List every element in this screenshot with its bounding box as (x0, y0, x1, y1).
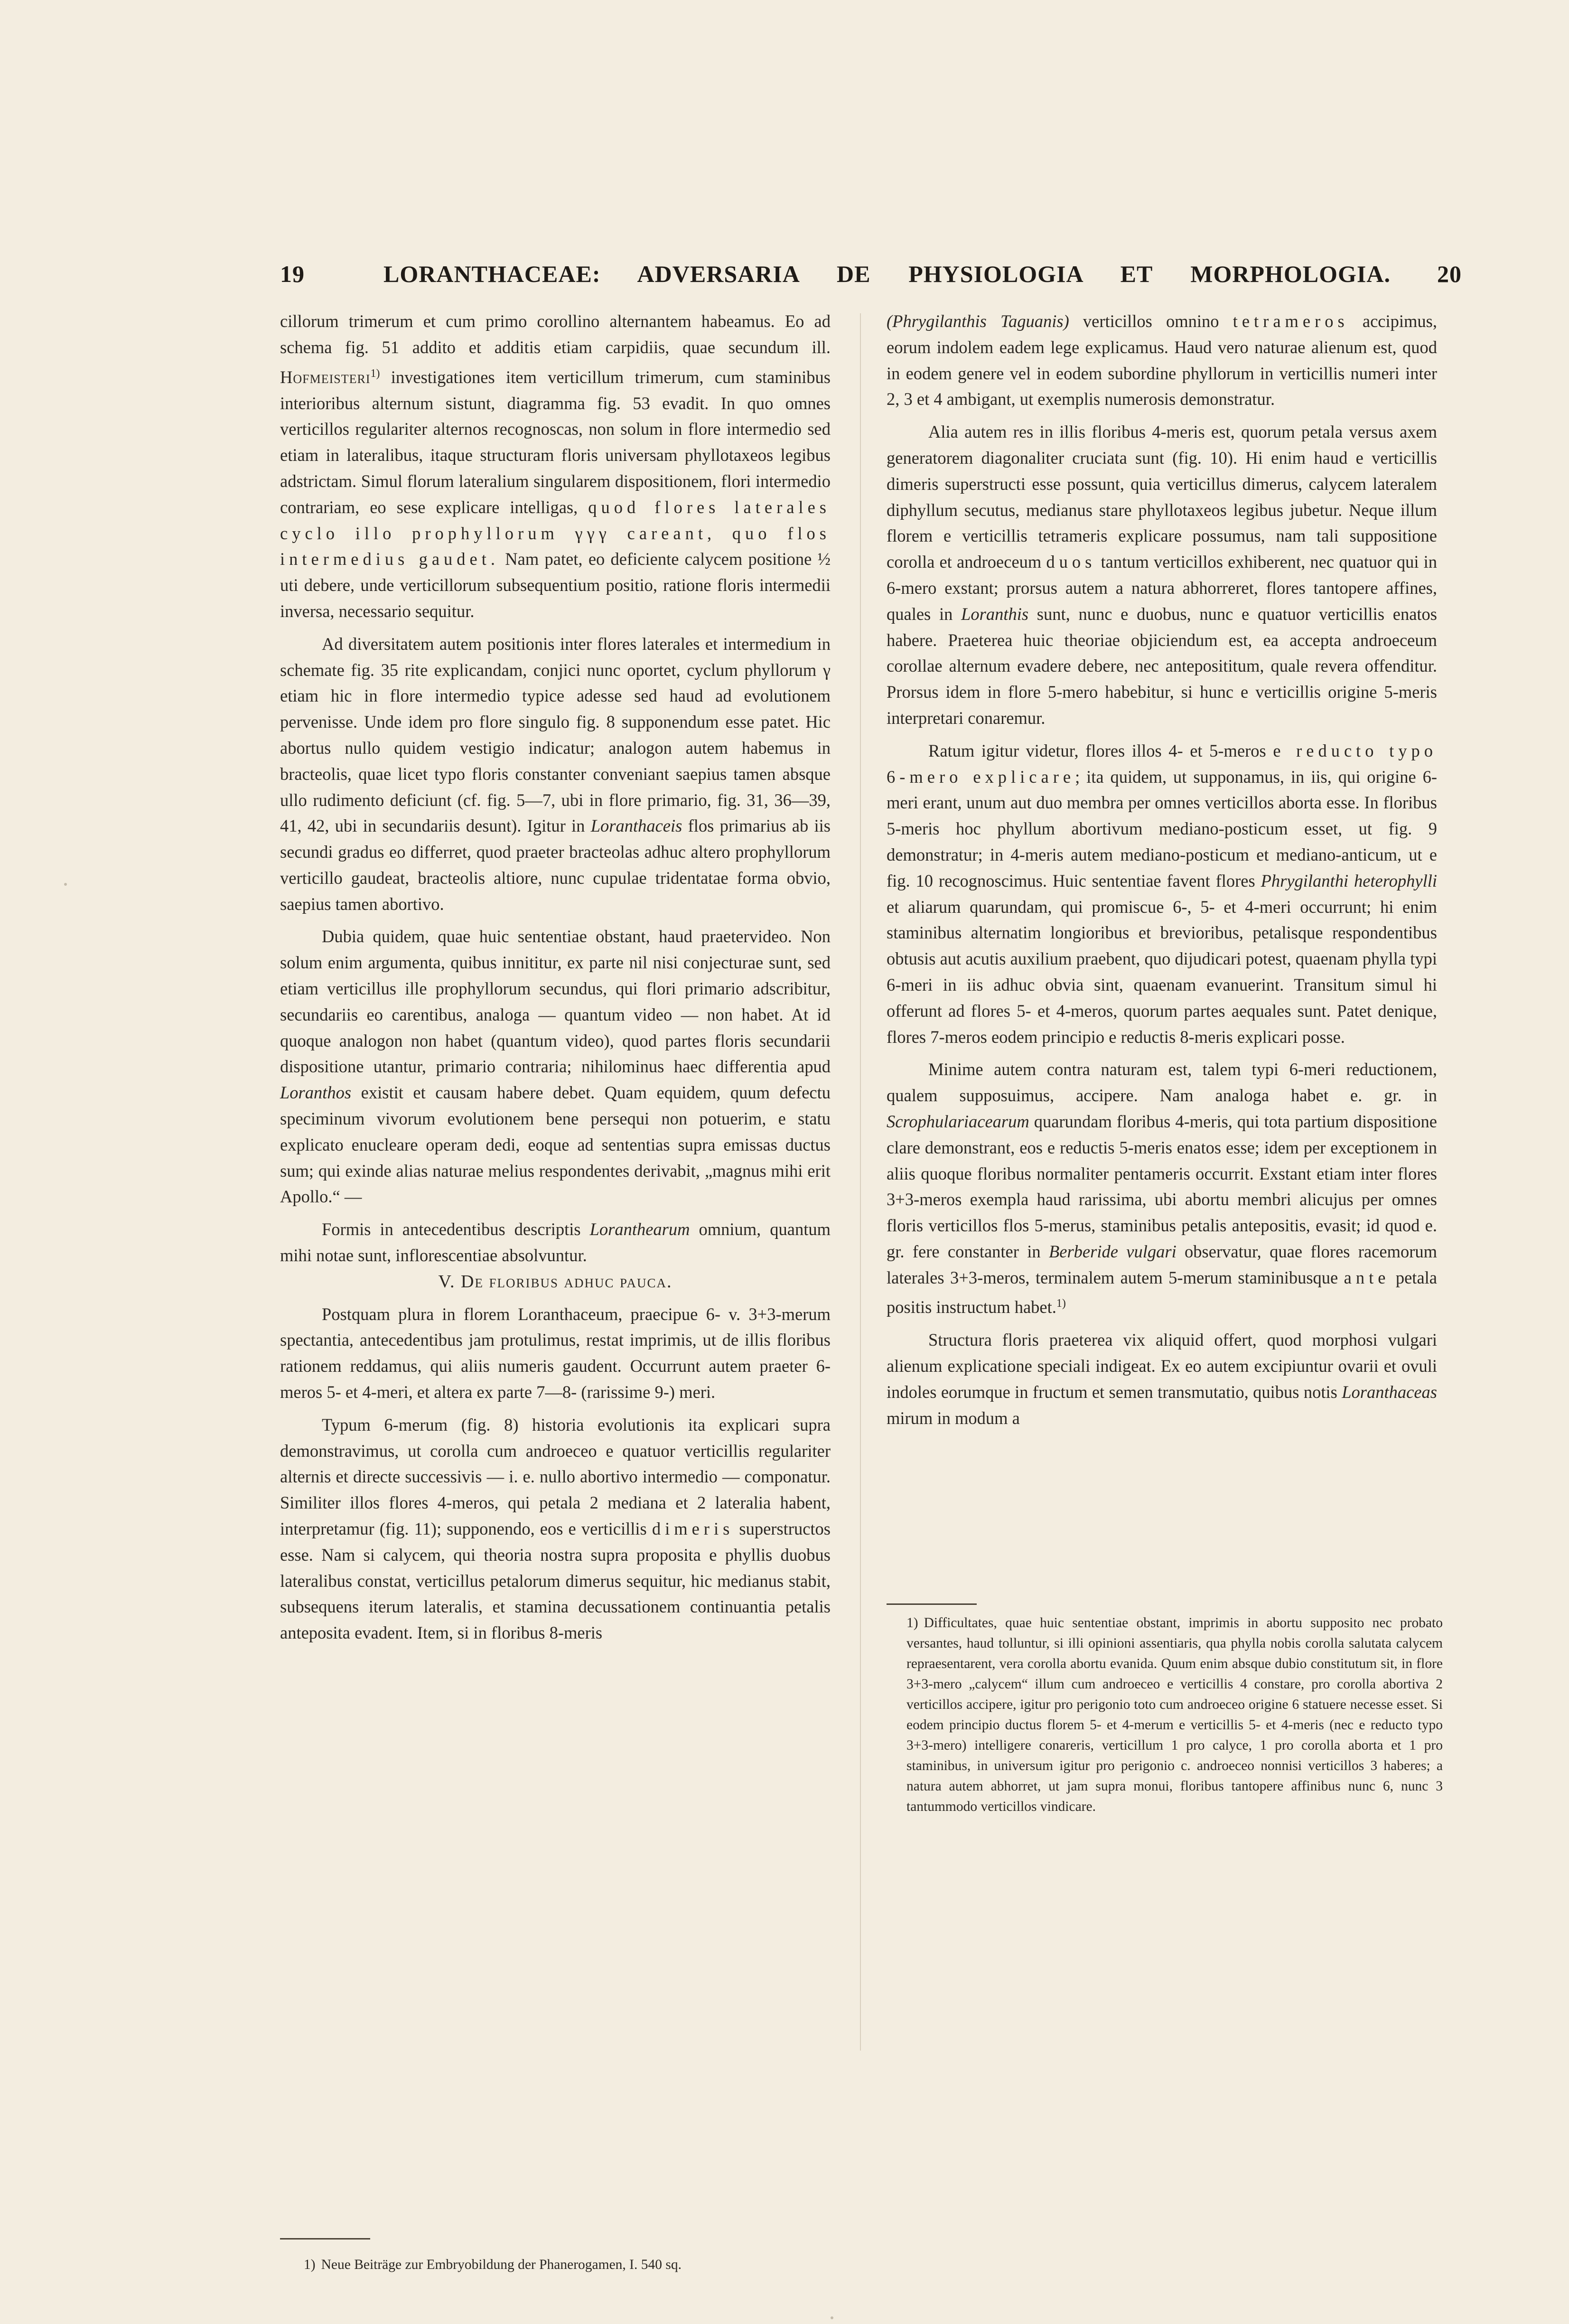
paragraph: Structura floris praeterea vix aliquid offert, quod morphosi vulgari alienum explicatione speciali indigeat. Ex eo autem excipiuntur ovarii et ovuli indoles eorumque in fructum et semen transmutatio, quibus notis Loranthaceas mirum in modum a (887, 1330, 1437, 1428)
footnote-rule (280, 2238, 370, 2240)
paragraph: Dubia quidem, quae huic sententiae obstant, haud praetervideo. Non solum enim argumenta, quibus innititur, ex parte nil nisi conjecturae sunt, sed etiam verticillus ille prophyllorum secundus, qui flori primario adscribitur, secundariis eo carentibus, analoga — quantum video — non habet. At id quoque analogon non habet (quantum video), quod partes floris secundarii dispositione utantur, primario contraria; nihilominus haec differentia apud Loranthos existit et causam habere debet. Quam equidem, quum defectu speciminum vivorum evolutionem bene persequi non potuerim, e statu explicato enucleare operam dedi, eoque ad sententias supra emissas ductus sum; qui exinde alias naturae melius respondentes derivabit, „magnus mihi erit Apollo.“ — (280, 927, 831, 1207)
paragraph: Ratum igitur videtur, flores illos 4- et 5-meros e reducto typo 6-mero explicare; ita quidem, ut supponamus, in iis, qui origine 6-meri erant, unum aut duo membra per omnes verticillos aborta esse. In floribus 5-meris hoc phyllum abortivum mediano-posticum esset, ut fig. 9 demonstratur; in 4-meris autem mediano-posticum et mediano-anticum, ut e fig. 10 recognoscimus. Huic sententiae favent flores Phrygilanthi heterophylli et aliarum quarundam, qui promiscue 6-, 5- et 4-meri occurrunt; hi enim staminibus alternatim longioribus et brevioribus, petalisque respondentibus obtusis aut acutis auxilium praebent, quo dijudicari potest, quaenam phylla typi 6-meri in iis adhuc obvia sint, quaenam evanuerint. Transitum simul hi offerunt ad flores 5- et 4-meros, quorum partes aequales sunt. Patet denique, flores 7-meros eodem principio e reductis 8-meris explicari posse. (887, 740, 1437, 1047)
paragraph: Minime autem contra naturam est, talem typi 6-meri reductionem, qualem supposuimus, accipere. Nam analoga habet e. gr. in Scrophulariacearum quarundam floribus 4-meris, qui tota partium dispositione clare demonstrant, eos e reductis 5-meris enatos esse; idem per exceptionem in aliis quoque floribus normaliter pentameris occurrit. Exstant etiam inter flores 3+3-meros exempla haud rarissima, ubi abortu membri alicujus per omnes floris verticillos flos 5-merus, staminibus petalis antepositis, evasit; id quod e. gr. fere constanter in Berberide vulgari observatur, quae flores racemorum laterales 3+3-meros, terminalem autem 5-merum staminibusque ante petala positis instructum habet.$^{1)}$ (887, 1059, 1438, 1317)
column-gutter (860, 313, 861, 2051)
page-number-right: 20 (1437, 261, 1462, 287)
footnote-rule (887, 1603, 977, 1605)
paper-speck (64, 883, 67, 886)
right-column (887, 309, 1437, 1432)
running-header (266, 260, 1462, 298)
paragraph: Ad diversitatem autem positionis inter flores laterales et intermedium in schemate fig. 35 rite explicandam, conjici nunc oportet, cyclum phyllorum γ etiam hic in flore intermedio typice adesse sed haud ad evolutionem pervenisse. Unde idem pro flore singulo fig. 8 supponendum esse patet. Hic abortus nullo quidem vestigio indicatur; analogon autem habemus in bracteolis, quae licet typo floris constanter conveniant saepius tamen absque ullo rudimento deficiunt (cf. fig. 5—7, ubi in flore primario, fig. 31, 36—39, 41, 42, ubi in secundariis desunt). Igitur in Loranthaceis flos primarius ab iis secundi gradus eo differret, quod praeter bracteolas adhuc altero prophyllorum verticillo gaudeat, bracteolis altiore, nunc cupulae tridentatae forma obvio, saepius tamen abortivo. (280, 634, 831, 914)
paragraph: Postquam plura in florem Loranthaceum, praecipue 6- v. 3+3-merum spectantia, antecedentibus jam protulimus, restat imprimis, ut de illis floribus rationem reddamus, qui aliis numeris gaudent. Occurrunt autem praeter 6-meros 5- et 4-meri, et altera ex parte 7—8- (rarissime 9-) meri. (280, 1304, 831, 1402)
page-number-left: 19 (280, 261, 305, 287)
running-title: LORANTHACEAE: ADVERSARIA DE PHYSIOLOGIA ET MORPHOLOGIA. (383, 261, 1391, 287)
paper-speck (831, 2316, 833, 2319)
paragraph: cillorum trimerum et cum primo corollino alternantem habeamus. Eo ad schema fig. 51 addito et additis etiam carpidiis, quae secundum ill. Hofmeisteri$^{1)}$ investigationes item verticillum trimerum, cum staminibus interioribus alternum sistunt, diagramma fig. 53 evadit. In quo omnes verticillos regulariter alternos recognoscas, non solum in flore intermedio sed etiam in lateralibus, itaque structuram floris universam phyllotaxeos legibus adstrictam. Simul florum lateralium singularem dispositionem, flori intermedio contrariam, eo sese explicare intelligas, quod flores laterales cyclo illo prophyllorum γγγ careant, quo flos intermedius gaudet. Nam patet, eo deficiente calycem positione ½ uti debere, unde verticillorum subsequentium positio, ratione floris intermedii inversa, necessario sequitur. (280, 311, 831, 621)
footnote-right: 1) Difficultates, quae huic sententiae obstant, imprimis in abortu supposito nec probato versantes, haud tolluntur, si illi opinioni assentiaris, qua phylla nobis corolla salutata calycem repraesentarent, vera corolla abortu evanida. Quum enim absque dubio constitutum sit, in flore 3+3-mero „calycem“ illum cum androeceo e verticillis 4 constare, pro corolla abortiva 2 verticillos accipere, igitur pro perigonio toto cum androeceo origine 6 statuere necesse esset. Si eodem principio ductus florem 5- et 4-merum e verticillis 5- et 4-meris (nec e reducto typo 3+3-mero) intelligere conareris, verticillum 1 pro calyce, 1 pro corolla aborta et 1 pro staminibus, in universum igitur pro perigonio c. androeceo nonnisi verticillos 3 haberes; a natura autem abhorret, ut jam supra monui, floribus tantopere affinibus nunc 6, nunc 3 tantummodo verticillos vindicare. (906, 1615, 1443, 1814)
paragraph: Typum 6-merum (fig. 8) historia evolutionis ita explicari supra demonstravimus, ut corolla cum androeceo e quatuor verticillis regulariter alternis et directe successivis — i. e. nullo abortivo intermedio — componatur. Similiter illos flores 4-meros, qui petala 2 mediana et 2 lateralia habent, interpretamur (fig. 11); supponendo, eos e verticillis dimeris superstructos esse. Nam si calycem, qui theoria nostra supra proposita e phyllis duobus lateralibus constat, verticillus petalorum dimerus sequitur, hic medianus stabit, subsequens iterum lateralis, et stamina decussationem continuantia petalis anteposita evadent. Item, si in floribus 8-meris (280, 1415, 831, 1643)
paragraph: Formis in antecedentibus descriptis Loranthearum omnium, quantum mihi notae sunt, inflorescentiae absolvuntur. (280, 1219, 831, 1265)
paragraph: Alia autem res in illis floribus 4-meris est, quorum petala versus axem generatorem diagonaliter cruciata sunt (fig. 10). Hi enim haud e verticillis dimeris superstructi esse possunt, quia verticillus dimerus, calycem lateralem diphyllum secutus, medianus stare phyllotaxeos legibus jubetur. Neque illum florem e verticillis tetrameris explicare possumus, nam tali suppositione corolla et androeceum duos tantum verticillos exhiberent, nec quatuor qui in 6-mero exstant; prorsus autem a natura abhorreret, flores tantopere affines, quales in Loranthis sunt, nunc e duobus, nunc e quatuor verticillis enatos habere. Praeterea huic theoriae objiciendum est, ea accepta androeceum corollae alternum evadere debere, nec anteposititum, quale revera offenditur. Prorsus idem in flore 5-mero habebitur, si hunc e verticillis origine 5-meris interpretari conaremur. (887, 422, 1437, 728)
left-column (280, 309, 831, 1646)
paragraph: (Phrygilanthis Taguanis) verticillos omnino tetrameros accipimus, eorum indolem eadem lege explicamus. Haud vero naturae alienum est, quod in eodem genere vel in eodem subordine phyllorum in verticillis numeri inter 2, 3 et 4 ambigant, ut exemplis numerosis demonstratur. (887, 311, 1438, 409)
section-heading: V. De floribus adhuc pauca. (438, 1271, 672, 1292)
footnote-left: 1) Neue Beiträge zur Embryobildung der Phanerogamen, I. 540 sq. (304, 2257, 682, 2272)
